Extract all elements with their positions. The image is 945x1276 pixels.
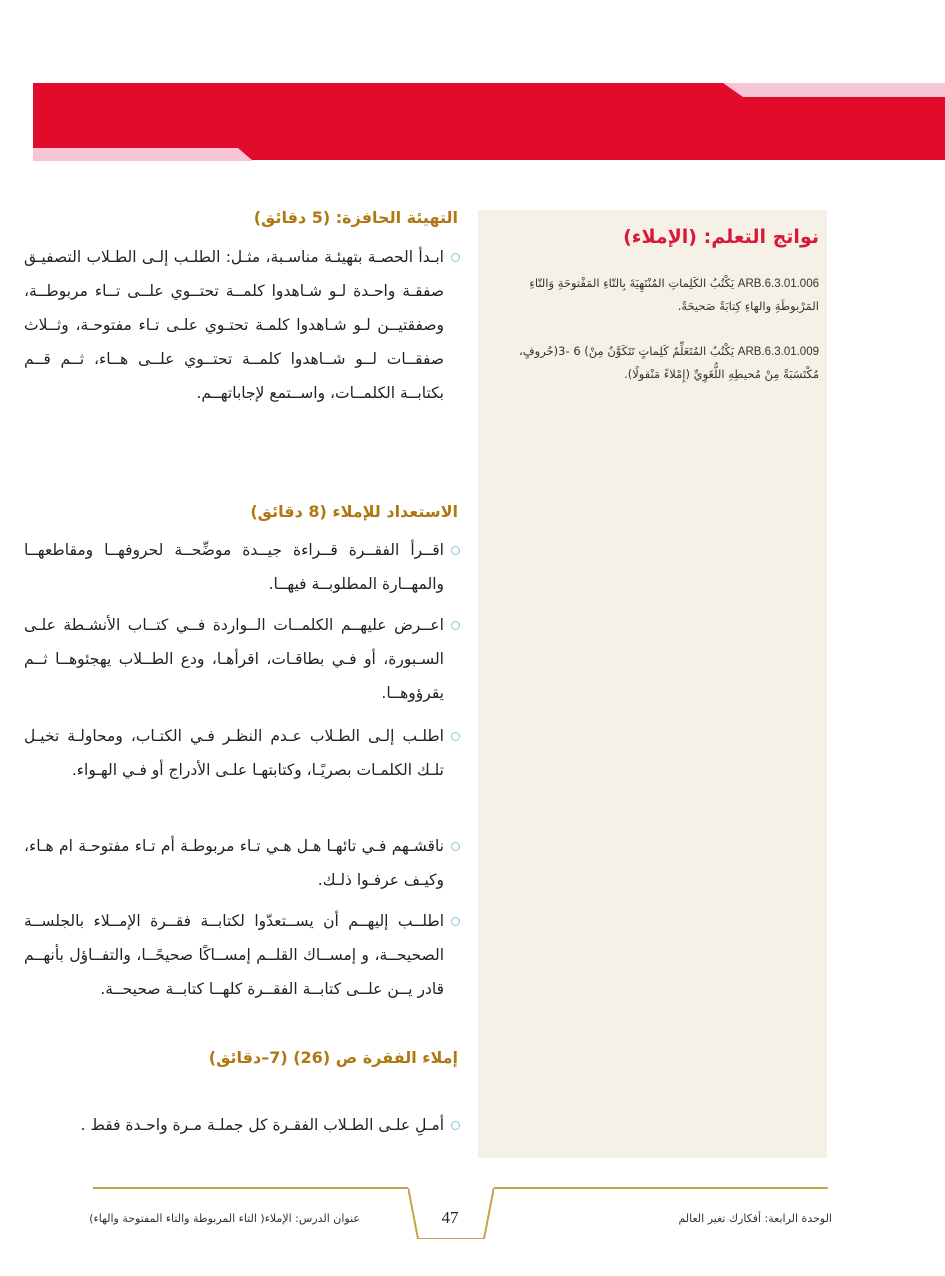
- bullet-icon: [451, 842, 460, 851]
- bullet-icon: [451, 1121, 460, 1130]
- prep-bullet: اعــرض عليهــم الكلمــات الــواردة فــي كتــاب الأنشـطة علـى السـبورة، أو فـي بطاقـات، اقرأهـا، ودع الطــلاب يهجئوهــا ثــم يقرؤوهــا.: [24, 616, 444, 702]
- bullet-icon: [451, 621, 460, 630]
- warmup-bullet: ابـدأ الحصـة بتهيئـة مناسـبة، مثـل: الطلـب إلـى الطـلاب التصفيـق صفقـة واحـدة لـو شـاهدوا كلمــة تحتــوي علــى تــاء مربوطــة، وصفقتيــن لـو شـاهدوا كلمـة تحتـوي علـى تـاء مفتوحـة، وثــلاث صفقــات لــو شــاهدوا كلمــة تحتــوي علــى هــاء، ثــم قــم بكتابــة الكلمــات، واســتمع لإجاباتهــم.: [24, 248, 444, 402]
- prep-bullet: اقــرأ الفقــرة قــراءة جيــدة موضِّحــة لحروفهــا ومقاطعهــا والمهــارة المطلوبــة فيهــا.: [24, 541, 444, 593]
- prep-heading: الاستعداد للإملاء (8 دقائق): [250, 502, 458, 521]
- outcome-code: ARB.6.3.01.006: [737, 278, 819, 290]
- bullet-icon: [451, 732, 460, 741]
- outcome-item: [499, 340, 819, 385]
- prep-bullet: ناقشـهم فـي تائهـا هـل هـي تـاء مربوطـة أم تـاء مفتوحـة ام هـاء، وكيـف عرفـوا ذلـك.: [24, 837, 444, 889]
- prep-bullet: اطلـب إلـى الطـلاب عـدم النظـر فـي الكتـاب، ومحاولـة تخيـل تلـك الكلمـات بصريًـا، وكتابتهـا علـى الأدراج أو فـي الهـواء.: [24, 727, 444, 779]
- footer-unit-title: الوحدة الرابعة: أفكارك تغير العالم: [678, 1212, 832, 1225]
- footer-lesson-title: عنوان الدرس: الإملاء( التاء المربوطة والتاء المفتوحة والهاء): [89, 1212, 360, 1225]
- dictation-bullet: أمـلِ علـى الطـلاب الفقـرة كل جملـة مـرة واحـدة فقط .: [80, 1116, 444, 1134]
- header-band-accent-bottom: [33, 148, 253, 161]
- outcome-code: ARB.6.3.01.009: [737, 346, 819, 358]
- bullet-icon: [451, 253, 460, 262]
- learning-outcomes-title: نواتج التعلم: (الإملاء): [623, 226, 819, 248]
- warmup-heading: التهيئة الحافزة: (5 دقائق): [253, 208, 458, 227]
- bullet-icon: [451, 917, 460, 926]
- dictation-heading: إملاء الفقرة ص (26) (7–دقائق): [208, 1048, 458, 1067]
- page-number: 47: [441, 1208, 459, 1227]
- outcome-item: [499, 272, 819, 317]
- bullet-icon: [451, 546, 460, 555]
- outcome-text: يَكْتُبُ المُتَعَلِّمُ كَلِماتٍ تَتَكَوَّنُ مِنْ) 6 -3(حُروفٍ، مُكْتَسَبَةً مِنْ مُحيطِهِ اللُّغَوِيِّ (إِمْلاءً مَنْقولًا).: [519, 344, 819, 381]
- outcome-text: يَكْتُبُ الكَلِماتِ المُنْتَهِيَةَ بِالتّاءِ المَفْتوحَةِ وَالتّاءِ المَرْبوطَةِ والهاءِ كِتابَةً صَحيحَةً.: [529, 276, 819, 313]
- prep-bullet: اطلــب إليهــم أن يســتعدّوا لكتابــة فقــرة الإمــلاء بالجلســة الصحيحــة، و إمســاك القلــم إمســاكًا صحيحًــا، والتفــاؤل بأنهــم قادر يــن علــى كتابــة الفقــرة كلهــا كتابــة صحيحــة.: [24, 912, 444, 998]
